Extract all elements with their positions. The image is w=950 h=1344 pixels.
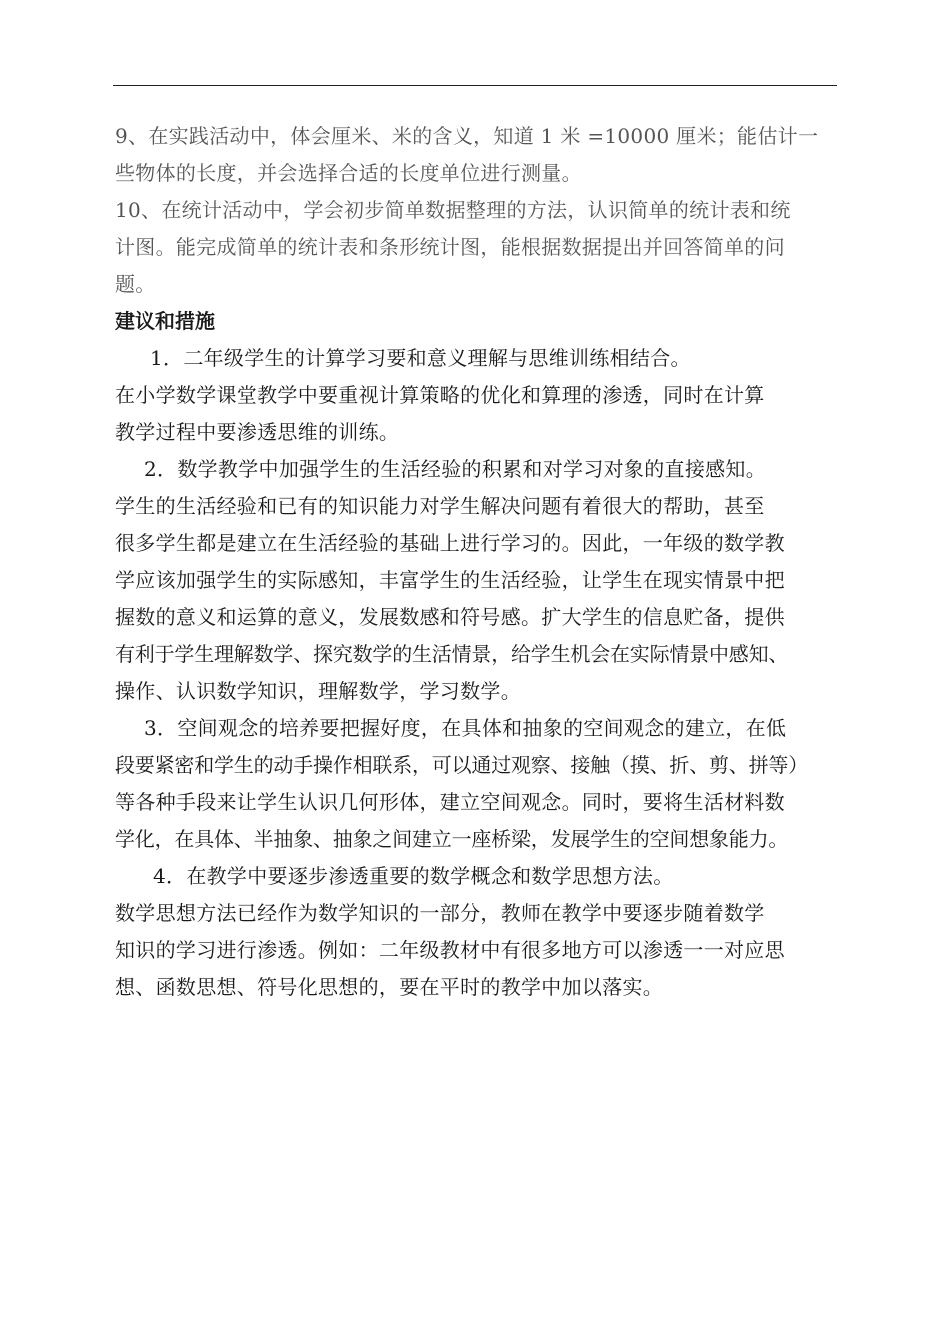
point-1-line-2: 教学过程中要渗透思维的训练。: [115, 420, 400, 444]
point-2-line-1: 学生的生活经验和已有的知识能力对学生解决问题有着很大的帮助，甚至: [115, 494, 765, 518]
point-2-line-2: 很多学生都是建立在生活经验的基础上进行学习的。因此，一年级的数学教: [115, 531, 785, 555]
point-3-line-3: 学化，在具体、半抽象、抽象之间建立一座桥梁，发展学生的空间想象能力。: [115, 827, 789, 851]
point-4-heading: 4．在教学中要逐步渗透重要的数学概念和数学思想方法。: [153, 864, 674, 888]
point-2-line-5: 有利于学生理解数学、探究数学的生活情景，给学生机会在实际情景中感知、: [115, 642, 789, 666]
point-4-line-2: 知识的学习进行渗透。例如：二年级教材中有很多地方可以渗透一一对应思: [115, 938, 785, 962]
point-4-line-1: 数学思想方法已经作为数学知识的一部分，教师在教学中要逐步随着数学: [115, 901, 765, 925]
point-3-line-1: 段要紧密和学生的动手操作相联系，可以通过观察、接触（摸、折、剪、拼等）: [115, 753, 808, 777]
item-10-line-2: 计图。能完成简单的统计表和条形统计图，能根据数据提出并回答简单的问: [115, 235, 785, 259]
point-3-heading: 3．空间观念的培养要把握好度，在具体和抽象的空间观念的建立，在低: [144, 716, 787, 740]
document-body: [115, 118, 840, 1006]
point-4: [115, 858, 840, 1006]
item-9: [115, 118, 840, 192]
point-2-line-4: 握数的意义和运算的意义，发展数感和符号感。扩大学生的信息贮备，提供: [115, 605, 785, 629]
point-3: [115, 710, 840, 858]
point-2: [115, 451, 840, 710]
item-10: [115, 192, 840, 303]
section-title: 建议和措施: [115, 309, 215, 333]
header-rule: [113, 85, 837, 86]
point-2-line-3: 学应该加强学生的实际感知，丰富学生的生活经验，让学生在现实情景中把: [115, 568, 785, 592]
item-9-line-1: 9、在实践活动中，体会厘米、米的含义，知道 1 米 =10000 厘米；能估计一: [115, 124, 819, 148]
point-2-line-6: 操作、认识数学知识，理解数学，学习数学。: [115, 679, 521, 703]
point-4-line-3: 想、函数思想、符号化思想的，要在平时的教学中加以落实。: [115, 975, 664, 999]
point-1-line-1: 在小学数学课堂教学中要重视计算策略的优化和算理的渗透，同时在计算: [115, 383, 765, 407]
point-3-line-2: 等各种手段来让学生认识几何形体，建立空间观念。同时，要将生活材料数: [115, 790, 785, 814]
point-2-heading: 2．数学教学中加强学生的生活经验的积累和对学习对象的直接感知。: [144, 457, 767, 481]
item-9-line-2: 些物体的长度，并会选择合适的长度单位进行测量。: [115, 161, 582, 185]
point-1-heading: 1．二年级学生的计算学习要和意义理解与思维训练相结合。: [150, 346, 691, 370]
point-1: [115, 340, 840, 451]
item-10-line-3: 题。: [115, 272, 156, 296]
item-10-line-1: 10、在统计活动中，学会初步简单数据整理的方法，认识简单的统计表和统: [115, 198, 791, 222]
